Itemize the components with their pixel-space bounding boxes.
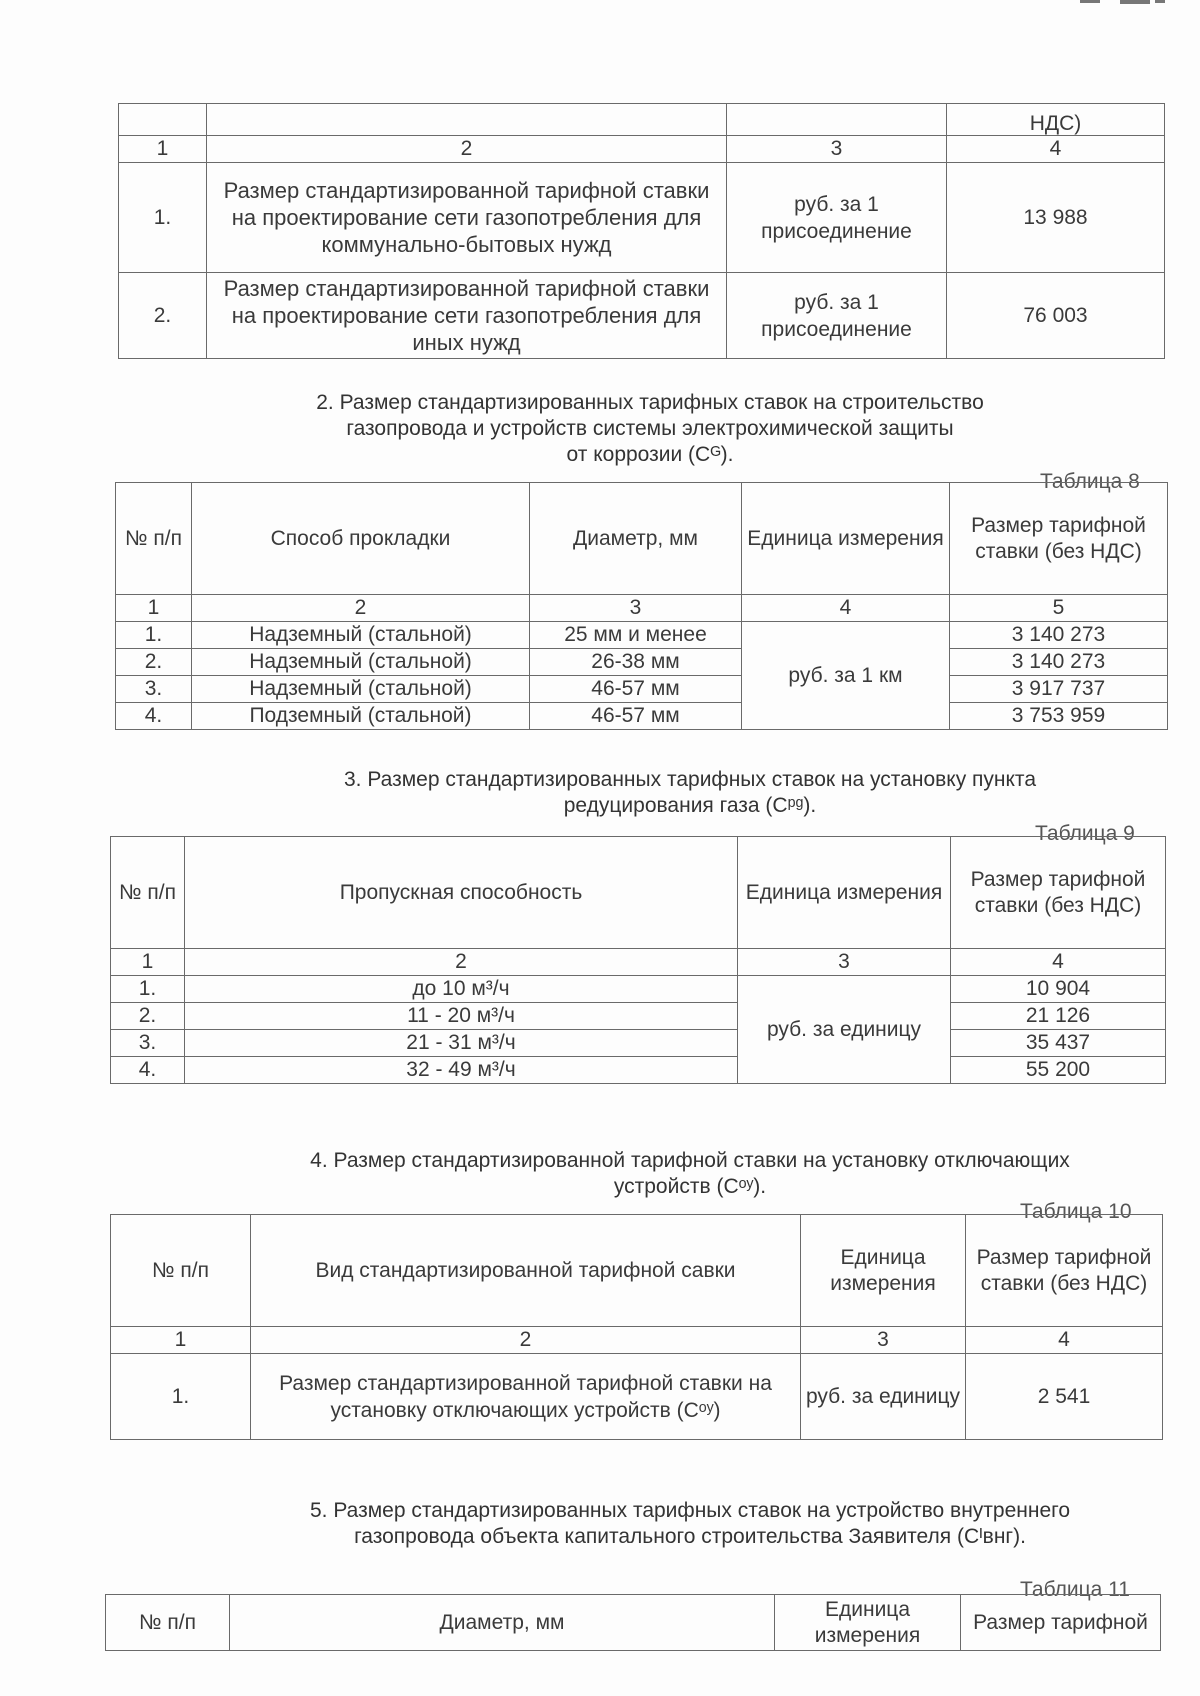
rate-name: Размер стандартизированной тарифной ставки на проектирование сети газопотребления для иных нужд — [207, 273, 727, 359]
table-row — [111, 1003, 1166, 1030]
rate-value: 3 753 959 — [950, 703, 1168, 730]
col-number: 4 — [951, 949, 1166, 976]
table-10-caption: Таблица 10 — [1020, 1200, 1132, 1223]
rate-value: 21 126 — [951, 1003, 1166, 1030]
header-number: № п/п — [111, 1215, 251, 1327]
row-number: 1. — [119, 163, 207, 273]
header-rate: Размер тарифной ставки (без НДС) — [966, 1215, 1163, 1327]
row-number: 1. — [111, 1354, 251, 1440]
row-number: 1. — [116, 622, 192, 649]
header-number: № п/п — [106, 1595, 230, 1651]
col-number: 2 — [207, 136, 727, 163]
unit: руб. за единицу — [801, 1354, 966, 1440]
laying-method: Надземный (стальной) — [192, 676, 530, 703]
col-number: 1 — [119, 136, 207, 163]
laying-method: Подземный (стальной) — [192, 703, 530, 730]
table-7 — [118, 103, 1165, 359]
row-number: 2. — [119, 273, 207, 359]
col-number: 3 — [727, 136, 947, 163]
row-number: 2. — [116, 649, 192, 676]
diameter: 46-57 мм — [530, 676, 742, 703]
header-number: № п/п — [111, 837, 185, 949]
table-row — [111, 976, 1166, 1003]
section-2-heading: 2. Размер стандартизированных тарифных ставок на строительство газопровода и устройств системы электрохимической защиты от коррозии (Cᴳ). — [316, 391, 984, 466]
diameter: 46-57 мм — [530, 703, 742, 730]
header-unit: Единица измерения — [742, 483, 950, 595]
header-diameter: Диаметр, мм — [530, 483, 742, 595]
col-number: 2 — [192, 595, 530, 622]
unit: руб. за 1 км — [742, 622, 950, 730]
capacity: 21 - 31 м³/ч — [185, 1030, 738, 1057]
header-vat: НДС) — [947, 104, 1165, 136]
table-row — [116, 622, 1168, 649]
header-diameter: Диаметр, мм — [230, 1595, 775, 1651]
unit: руб. за единицу — [738, 976, 951, 1084]
table-9 — [110, 836, 1166, 1084]
rate-value: 35 437 — [951, 1030, 1166, 1057]
col-number: 4 — [947, 136, 1165, 163]
rate-value: 76 003 — [947, 273, 1165, 359]
capacity: 32 - 49 м³/ч — [185, 1057, 738, 1084]
table-row — [116, 703, 1168, 730]
rate-name: Размер стандартизированной тарифной ставки на проектирование сети газопотребления для коммунально-бытовых нужд — [207, 163, 727, 273]
table-row — [119, 273, 1165, 359]
header-rate-type: Вид стандартизированной тарифной савки — [251, 1215, 801, 1327]
header-capacity: Пропускная способность — [185, 837, 738, 949]
col-number: 2 — [251, 1327, 801, 1354]
col-number: 5 — [950, 595, 1168, 622]
table-10 — [110, 1214, 1163, 1440]
header-unit: Единица измерения — [775, 1595, 961, 1651]
section-5-heading: 5. Размер стандартизированных тарифных ставок на устройство внутреннего газопровода объекта капитального строительства Заявителя (Cᴵвнг). — [309, 1499, 1071, 1548]
rate-value: 13 988 — [947, 163, 1165, 273]
row-number: 4. — [111, 1057, 185, 1084]
col-number: 2 — [185, 949, 738, 976]
diameter: 26-38 мм — [530, 649, 742, 676]
table-row — [116, 649, 1168, 676]
col-number: 1 — [111, 949, 185, 976]
row-number: 2. — [111, 1003, 185, 1030]
capacity: 11 - 20 м³/ч — [185, 1003, 738, 1030]
row-number: 3. — [116, 676, 192, 703]
table-row — [111, 1030, 1166, 1057]
row-number: 3. — [111, 1030, 185, 1057]
table-11 — [105, 1594, 1161, 1651]
unit: руб. за 1 присоединение — [727, 163, 947, 273]
section-4-heading: 4. Размер стандартизированной тарифной ставки на установку отключающих устройств (Cᵒʸ). — [310, 1149, 1070, 1198]
scan-corner-mark — [1080, 0, 1170, 8]
table-9-caption: Таблица 9 — [1035, 822, 1135, 845]
table-11-caption: Таблица 11 — [1020, 1578, 1130, 1601]
table-8-caption: Таблица 8 — [1040, 470, 1140, 493]
laying-method: Надземный (стальной) — [192, 622, 530, 649]
row-number: 4. — [116, 703, 192, 730]
col-number: 1 — [116, 595, 192, 622]
capacity: до 10 м³/ч — [185, 976, 738, 1003]
table-row — [111, 1057, 1166, 1084]
section-3-heading: 3. Размер стандартизированных тарифных ставок на установку пункта редуцирования газа (Cᵖᵍ). — [344, 768, 1036, 817]
table-row — [111, 1354, 1163, 1440]
col-number: 3 — [801, 1327, 966, 1354]
header-number: № п/п — [116, 483, 192, 595]
header-unit: Единица измерения — [738, 837, 951, 949]
table-row — [119, 163, 1165, 273]
col-number: 1 — [111, 1327, 251, 1354]
unit: руб. за 1 присоединение — [727, 273, 947, 359]
rate-value: 3 917 737 — [950, 676, 1168, 703]
row-number: 1. — [111, 976, 185, 1003]
header-rate: Размер тарифной ставки (без НДС) — [951, 837, 1166, 949]
header-rate: Размер тарифной ставки (без НДС) — [950, 483, 1168, 595]
col-number: 4 — [966, 1327, 1163, 1354]
col-number: 3 — [738, 949, 951, 976]
rate-value: 55 200 — [951, 1057, 1166, 1084]
header-rate: Размер тарифной — [961, 1595, 1161, 1651]
rate-value: 3 140 273 — [950, 622, 1168, 649]
table-8 — [115, 482, 1168, 730]
header-unit: Единица измерения — [801, 1215, 966, 1327]
table-row — [116, 676, 1168, 703]
header-method: Способ прокладки — [192, 483, 530, 595]
col-number: 4 — [742, 595, 950, 622]
laying-method: Надземный (стальной) — [192, 649, 530, 676]
rate-name: Размер стандартизированной тарифной ставки на установку отключающих устройств (Cᵒʸ) — [251, 1354, 801, 1440]
rate-value: 2 541 — [966, 1354, 1163, 1440]
rate-value: 3 140 273 — [950, 649, 1168, 676]
col-number: 3 — [530, 595, 742, 622]
rate-value: 10 904 — [951, 976, 1166, 1003]
diameter: 25 мм и менее — [530, 622, 742, 649]
